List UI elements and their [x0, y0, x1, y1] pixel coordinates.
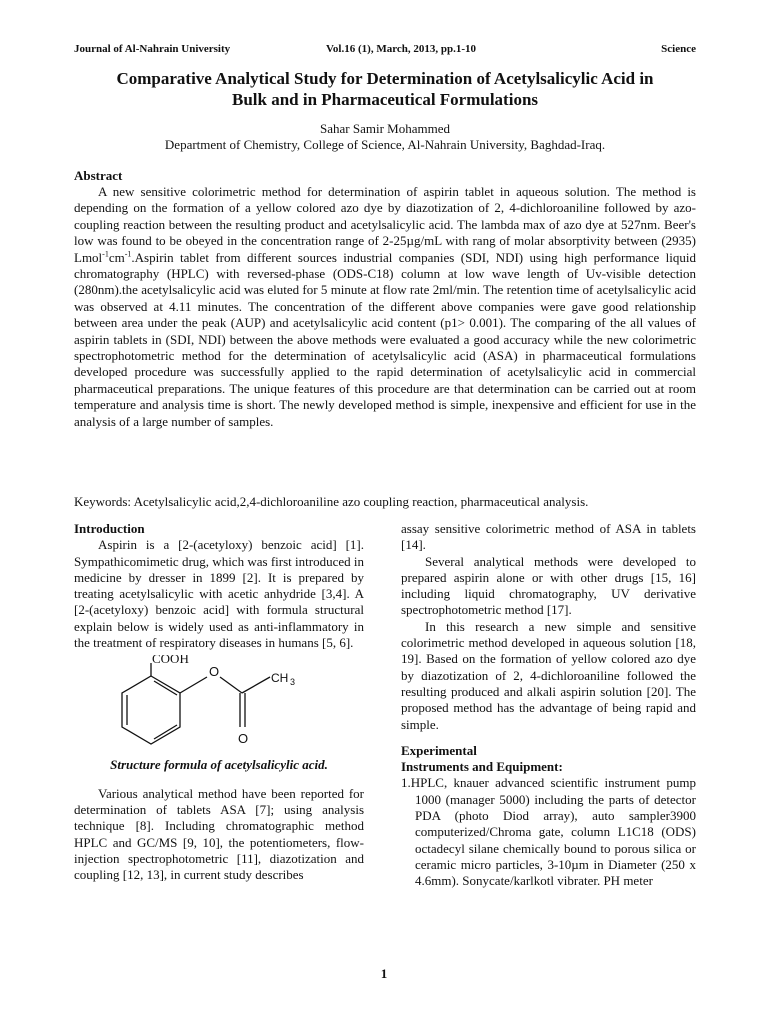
journal-name: Journal of Al-Nahrain University — [74, 43, 231, 55]
ring-double-bond-2 — [154, 681, 177, 695]
intro-paragraph-3: Several analytical methods were developed to prepared aspirin alone or with other drugs [15, 16] including liquid chromatography, UV derivative spectrophotometric method [17]. — [401, 553, 696, 618]
instrument-list-item-1: 1.HPLC, knauer advanced scientific instrument pump 1000 (manager 5000) including the parts of detector PDA (photo Diod array), auto sampler3900 computerized/Chroma gate, column L1C18 (ODS) octadecyl silane chemically bound to porous silica or ceramic micro particles, 3-10µm in Diameter (250 x 4.6mm). Sonycate/karlkotl vibrater. PH meter — [401, 775, 696, 889]
intro-paragraph-2-continued: assay sensitive colorimetric method of ASA in tablets [14]. — [401, 521, 696, 553]
paper-title — [74, 68, 696, 110]
abstract-superscript-2: -1 — [124, 249, 132, 259]
author-affiliation: Department of Chemistry, College of Science, Al-Nahrain University, Baghdad-Iraq. — [164, 137, 606, 152]
volume-info: Vol.16 (1), March, 2013, pp.1-10 — [326, 43, 477, 55]
instruments-subheading: Instruments and Equipment: — [401, 759, 563, 775]
benzene-ring — [122, 676, 180, 744]
ester-oxygen-bond-1 — [180, 677, 207, 693]
acetylsalicylic-acid-structure — [74, 655, 364, 751]
ester-oxygen-bond-2 — [220, 677, 242, 693]
section-label: Science — [661, 43, 696, 55]
abstract-text-3: .Aspirin tablet from different sources industrial companies (SDI, NDI) using high performance liquid chromatography (HPLC) with reversed-phase (ODS-C18) column at low wave length of Uv-visible detection (280nm).the acetylsalicylic acid was eluted for 5 minute at flow rate 2ml/min. The retention time of acetylsalicylic acid was observed at 4.11 minutes. The concentration of the different above companies were gave good relationship between area under the peak (AUP) and acetylsalicylic acid content (p1> 0.001). The comparing of the all values of aspirin tablets in (SDI, NDI) between the above methods were evaluated a good accuracy while the new colorimetric spectrophotometric method for the determination of acetylsalicylic acid (ASA) in pharmaceutical formulations developed procedure was successfully applied to the rapid determination of acetylsalicylic acid in commercial pharmaceutical preparations. The unique features of this procedure are that determination can be carried out at room temperature and analysis time is short. The newly developed method is simple, inexpensive and efficient for use in the analysis of a large number of samples. — [74, 249, 696, 429]
page-number: 1 — [380, 966, 388, 981]
title-line-2: Bulk and in Pharmaceutical Formulations — [231, 90, 539, 109]
author-name: Sahar Samir Mohammed — [320, 121, 450, 136]
cooh-label: COOH — [152, 655, 189, 667]
intro-paragraph-4: In this research a new simple and sensitive colorimetric method developed in aqueous solution [18, 19]. Based on the formation of yellow colored azo dye by diazotization of 2, 4-dichloroaniline followed the resulting produced and alkali aspirin solution [20]. The proposed method has the advantage of being rapid and simple. — [401, 618, 696, 732]
left-column — [74, 521, 364, 883]
methyl-subscript: 3 — [290, 677, 296, 688]
right-column — [401, 521, 696, 890]
ester-oxygen-label: O — [209, 664, 220, 680]
keywords: Keywords: Acetylsalicylic acid,2,4-dichloroaniline azo coupling reaction, pharmaceutical analysis. — [74, 494, 589, 509]
intro-paragraph-1: Aspirin is a [2-(acetyloxy) benzoic acid] [1]. Sympathicomimetic drug, which was first introduced in medicine by dresser in 1899 [2]. It is prepared by treating acetylsalicylic with acetic anhydride [3,4]. A [2-(acetyloxy) benzoic acid] with formula structural explain below is widely used as anti-inflammatory in the treatment of respiratory diseases in humans [5, 6]. — [74, 537, 364, 651]
carbonyl-oxygen-label: O — [238, 731, 249, 747]
methyl-label: CH — [271, 671, 289, 686]
abstract-superscript-1: -1 — [102, 249, 109, 259]
abstract-body — [74, 184, 696, 430]
running-header — [74, 43, 696, 59]
abstract-heading: Abstract — [74, 168, 123, 183]
intro-paragraph-2: Various analytical method have been reported for determination of tablets ASA [7]; using analysis technique [8]. Including chromatographic method HPLC and GC/MS [9, 10], the potentiometers, flow-injection spectrophotometric [11], diazotization and coupling [12, 13], in current study describes — [74, 785, 364, 883]
introduction-heading: Introduction — [74, 521, 145, 536]
ring-double-bond-3 — [154, 725, 177, 739]
abstract-text-2: cm — [108, 249, 125, 265]
experimental-heading: Experimental — [401, 742, 477, 758]
abstract-text-1: A new sensitive colorimetric method for determination of aspirin tablet in aqueous solution. The method is depending on the formation of a yellow colored azo dye by diazotization of 2, 4-dichloroaniline followed by azo-coupling reaction between the resulting product and acetylsalicylic acid. The lambda max of azo dye at 527nm. Beer's low was found to be obeyed in the concentration range of 2-25µg/mL with rang of molar absorptivity between (2935) Lmol — [74, 184, 696, 265]
structure-caption: Structure formula of acetylsalicylic acid. — [110, 757, 328, 773]
section-gap — [401, 733, 696, 743]
methyl-bond — [242, 677, 270, 693]
title-line-1: Comparative Analytical Study for Determination of Acetylsalicylic Acid in — [116, 69, 654, 88]
